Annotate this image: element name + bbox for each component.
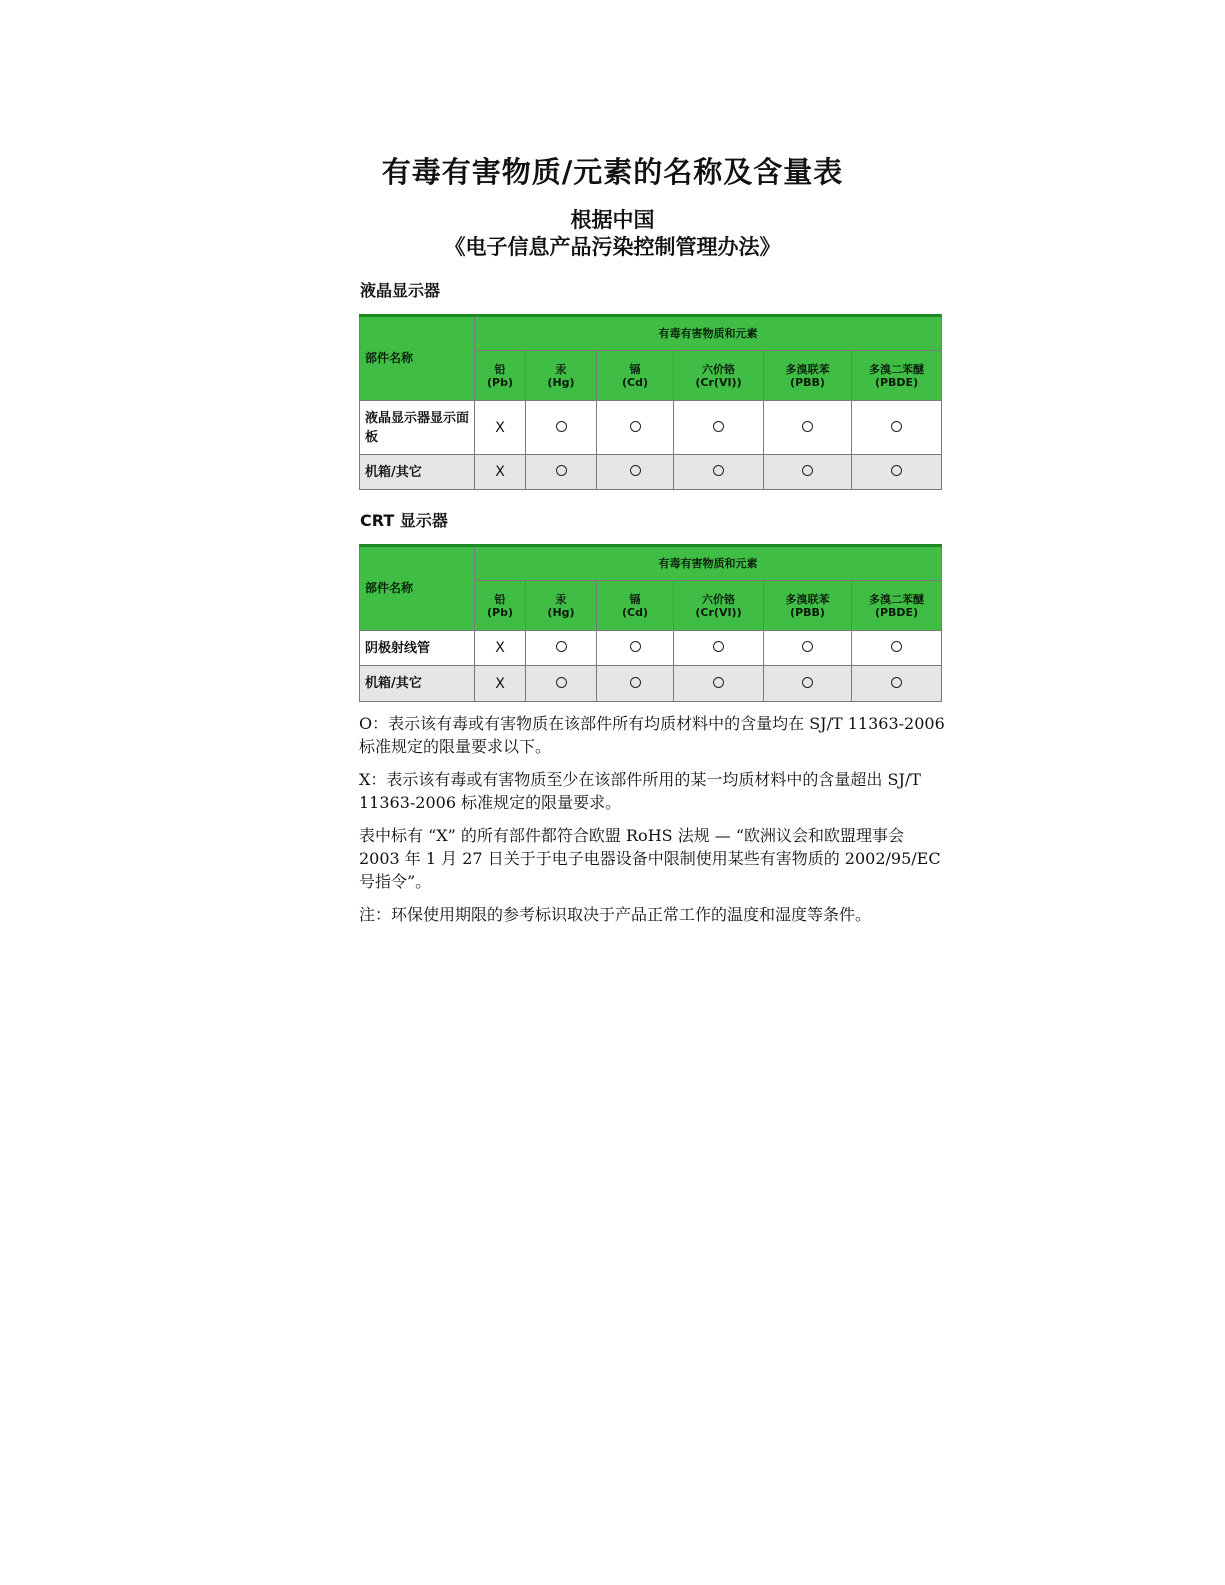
note-x-definition: X：表示该有毒或有害物质至少在该部件所用的某一均质材料中的含量超出 SJ/T 11363-2006 标准规定的限量要求。 [359,770,921,812]
document-title: 有毒有害物质/元素的名称及含量表 [381,155,844,189]
value-cell [674,631,764,666]
x-mark: X [495,675,505,692]
part-name-header: 部件名称 [360,546,475,631]
circle-mark-icon [802,677,813,688]
circle-mark-icon [556,677,567,688]
column-header-pbde: 多溴二苯醚 (PBDE) [852,351,942,401]
value-cell [764,666,852,702]
value-cell [526,666,597,702]
value-cell [674,401,764,455]
substance-table-lcd [359,314,942,490]
column-header-cr6: 六价铬 (Cr(VI)) [674,351,764,401]
notes-block [359,712,949,936]
value-cell [475,455,526,490]
part-name-cell: 阴极射线管 [360,631,475,666]
section-label-lcd: 液晶显示器 [360,281,441,300]
substance-table-crt [359,544,942,702]
value-cell [475,631,526,666]
circle-mark-icon [713,465,724,476]
value-cell [852,631,942,666]
circle-mark-icon [802,421,813,432]
value-cell [852,666,942,702]
value-cell [475,401,526,455]
value-cell [764,631,852,666]
column-header-hg: 汞 (Hg) [526,581,597,631]
value-cell [526,401,597,455]
value-cell [475,666,526,702]
substance-group-header: 有毒有害物质和元素 [475,546,942,581]
value-cell [764,455,852,490]
circle-mark-icon [630,641,641,652]
substance-group-header: 有毒有害物质和元素 [475,316,942,351]
circle-mark-icon [891,677,902,688]
value-cell [674,455,764,490]
circle-mark-icon [630,677,641,688]
part-name-cell: 机箱/其它 [360,666,475,702]
circle-mark-icon [802,465,813,476]
value-cell [597,401,674,455]
column-header-pb: 铅 (Pb) [475,581,526,631]
circle-mark-icon [556,421,567,432]
circle-mark-icon [713,641,724,652]
part-name-cell: 机箱/其它 [360,455,475,490]
column-header-pb: 铅 (Pb) [475,351,526,401]
column-header-cd: 镉 (Cd) [597,351,674,401]
part-name-cell: 液晶显示器显示面板 [360,401,475,455]
column-header-pbb: 多溴联苯 (PBB) [764,351,852,401]
subtitle-line-2: 《电子信息产品污染控制管理办法》 [444,235,781,259]
note-environmental-period: 注：环保使用期限的参考标识取决于产品正常工作的温度和湿度等条件。 [359,905,872,924]
value-cell [597,455,674,490]
column-header-cr6: 六价铬 (Cr(VI)) [674,581,764,631]
value-cell [852,455,942,490]
value-cell [674,666,764,702]
value-cell [597,631,674,666]
x-mark: X [495,419,505,436]
circle-mark-icon [630,465,641,476]
circle-mark-icon [630,421,641,432]
x-mark: X [495,464,505,480]
value-cell [526,455,597,490]
table-row [360,631,942,666]
value-cell [597,666,674,702]
circle-mark-icon [556,641,567,652]
table-row [360,401,942,455]
circle-mark-icon [713,421,724,432]
document-subtitle [0,207,1225,261]
circle-mark-icon [802,641,813,652]
column-header-pbb: 多溴联苯 (PBB) [764,581,852,631]
part-name-header: 部件名称 [360,316,475,401]
note-rohs-compliance: 表中标有 “X” 的所有部件都符合欧盟 RoHS 法规 — “欧洲议会和欧盟理事会 2003 年 1 月 27 日关于于电子电器设备中限制使用某些有害物质的 2002/95/EC 号指令”。 [359,826,941,891]
table-row [360,666,942,702]
circle-mark-icon [891,465,902,476]
circle-mark-icon [713,677,724,688]
value-cell [764,401,852,455]
x-mark: X [495,640,505,656]
note-o-definition: O：表示该有毒或有害物质在该部件所有均质材料中的含量均在 SJ/T 11363-2006 标准规定的限量要求以下。 [359,714,945,756]
subtitle-line-1: 根据中国 [570,208,655,232]
value-cell [526,631,597,666]
column-header-cd: 镉 (Cd) [597,581,674,631]
value-cell [852,401,942,455]
section-label-crt: CRT 显示器 [360,511,448,530]
column-header-hg: 汞 (Hg) [526,351,597,401]
circle-mark-icon [891,641,902,652]
column-header-pbde: 多溴二苯醚 (PBDE) [852,581,942,631]
circle-mark-icon [891,421,902,432]
circle-mark-icon [556,465,567,476]
table-row [360,455,942,490]
